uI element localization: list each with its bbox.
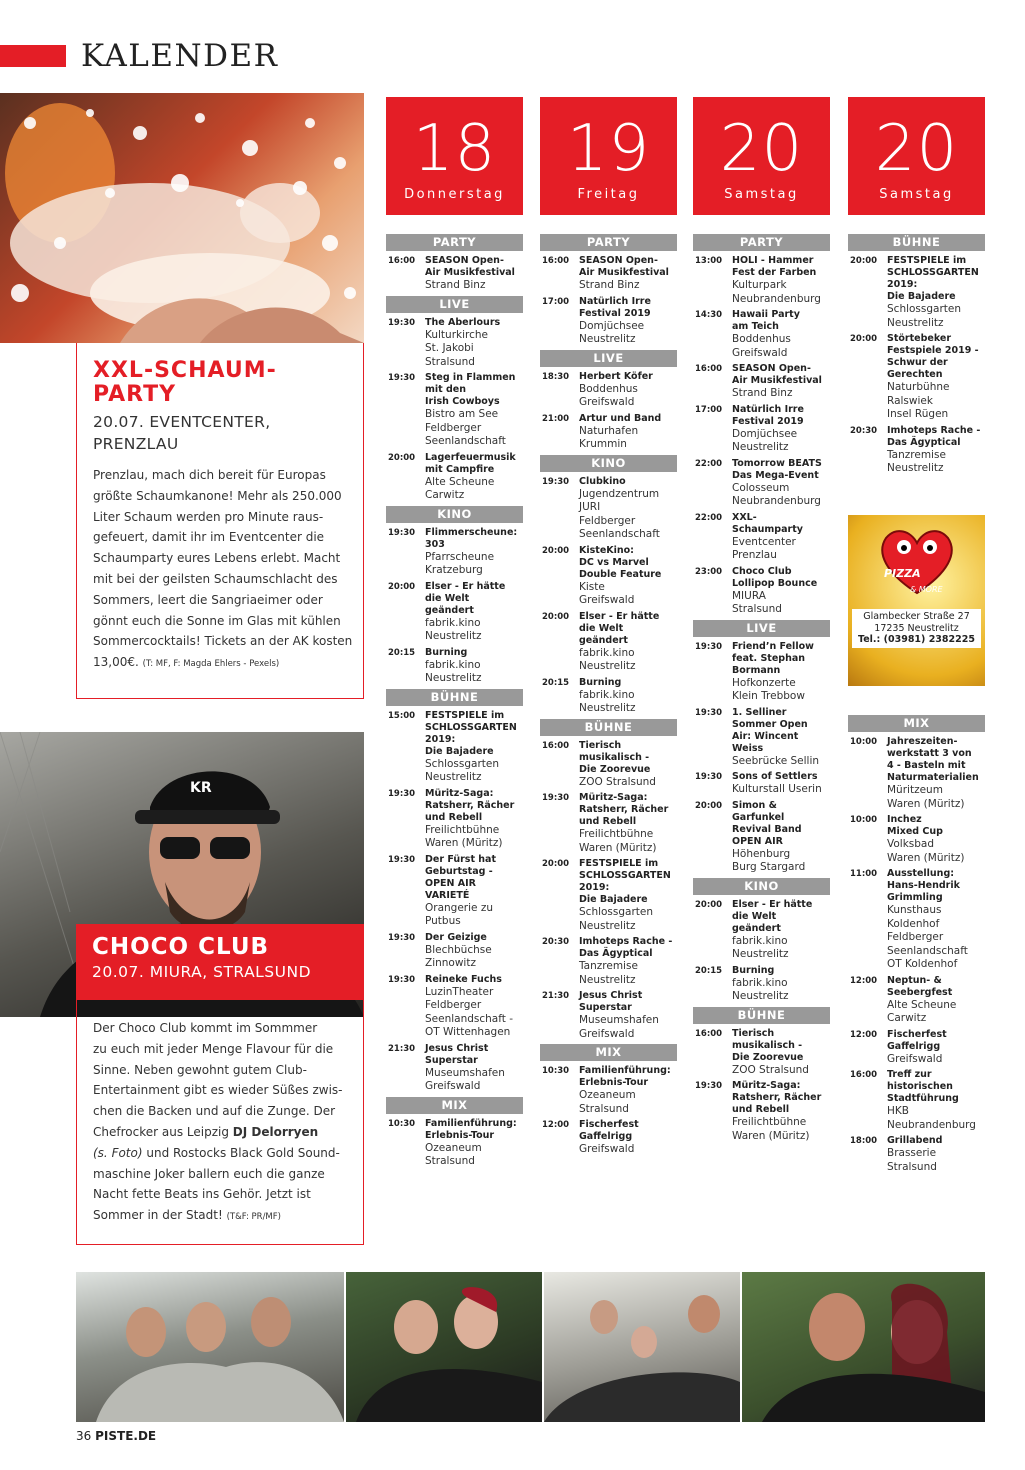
event-time: 20:00 xyxy=(388,581,416,592)
event-item xyxy=(848,1069,985,1132)
event-title: Hawaii Party am Teich xyxy=(732,309,800,332)
event-item xyxy=(386,1043,523,1094)
foam-party-photo xyxy=(0,93,364,343)
event-time: 20:15 xyxy=(695,965,723,976)
event-location: Freilichtbühne Waren (Müritz) xyxy=(732,1116,810,1142)
date-weekday: Donnerstag xyxy=(404,187,505,202)
event-title: Reineke Fuchs xyxy=(425,973,502,985)
feature-body-choco-club: Der Choco Club kommt im Sommmer zu euch mit jeder Menge Flavour für die Sinne. Neben gewohnt gutem Club- Entertainment gibt es wieder Süßes zwis- chen die Backen und auf die Zunge. Der Chefrocker aus Leipzig DJ Delorryen (s. Foto) und Rostocks Black Gold Sound- maschine Joker ballern euch die ganze Nacht fette Beats ins Gehör. Jetzt ist Sommer in der Stadt! (T&F: PR/MF) xyxy=(93,1021,343,1223)
event-time: 20:30 xyxy=(850,425,878,436)
event-location: Kunsthaus Koldenhof Feldberger Seenlandschaft OT Koldenhof xyxy=(887,904,968,970)
event-title: Jesus Christ Superstar xyxy=(579,990,643,1013)
event-time: 16:00 xyxy=(542,740,570,751)
event-time: 19:30 xyxy=(388,788,416,799)
feature-title-choco-club: CHOCO CLUB xyxy=(92,934,270,960)
event-time: 19:30 xyxy=(695,772,723,782)
event-location: fabrik.kino Neustrelitz xyxy=(732,934,789,960)
event-title: Störtebeker Festspiele 2019 - Schwur der Gerechten xyxy=(887,333,979,380)
event-title: Lagerfeuermusik mit Campfire xyxy=(425,451,516,475)
event-time: 20:00 xyxy=(542,545,570,556)
event-column xyxy=(693,234,830,1146)
photo-reference: (s. Foto) xyxy=(93,1145,143,1160)
event-item xyxy=(848,425,985,476)
event-location: fabrik.kino Neustrelitz xyxy=(579,688,636,714)
event-item xyxy=(386,527,523,578)
event-item xyxy=(693,899,830,962)
event-location: fabrik.kino Neustrelitz xyxy=(732,976,789,1002)
category-header: MIX xyxy=(540,1044,677,1061)
event-title: HOLI - Hammer Fest der Farben xyxy=(732,255,817,278)
event-item xyxy=(848,736,985,811)
date-box-2 xyxy=(693,97,830,215)
feature-subtitle-schaumparty-line2: PRENZLAU xyxy=(93,435,179,453)
event-location: fabrik.kino Neustrelitz xyxy=(425,658,482,684)
event-time: 19:30 xyxy=(388,527,416,538)
event-item xyxy=(848,1029,985,1067)
event-location: Jugendzentrum JURI Feldberger Seenlandschaft xyxy=(579,487,660,540)
category-header: KINO xyxy=(693,878,830,895)
event-title: FESTSPIELE im SCHLOSSGARTEN 2019: Die Bajadere xyxy=(579,858,671,905)
svg-text:KR: KR xyxy=(190,780,212,796)
event-item xyxy=(848,814,985,865)
feature-header-choco-club xyxy=(76,924,364,1000)
category-header: MIX xyxy=(386,1097,523,1114)
event-location: Alte Scheune Carwitz xyxy=(425,475,495,501)
event-item xyxy=(848,333,985,422)
feature-body-schaumparty: Prenzlau, mach dich bereit für Europas größte Schaumkanone! Mehr als 250.000 Liter Schaum werden pro Minute raus- gefeuert, damit ihr im Eventcenter die Schaumparty eures Lebens erlebt. Macht mit bei der geilsten Schaumschlacht des Sommers, leert die Sangriaeimer oder gönnt euch die Sonne im Glas mit kühlen Sommercocktails! Tickets an der AK kosten 13,00€. (T: MF, F: Magda Ehlers - Pexels) xyxy=(93,468,353,670)
event-location: Freilichtbühne Waren (Müritz) xyxy=(579,828,657,854)
event-column xyxy=(848,715,985,1177)
event-time: 21:30 xyxy=(388,1043,416,1054)
category-header: BÜHNE xyxy=(540,719,677,736)
event-item xyxy=(848,255,985,330)
event-location: Strand Binz xyxy=(425,279,486,291)
event-location: fabrik.kino Neustrelitz xyxy=(425,616,482,642)
category-header: PARTY xyxy=(540,234,677,251)
event-time: 19:30 xyxy=(388,317,416,328)
event-time: 11:00 xyxy=(850,869,878,879)
event-title: Treff zur historischen Stadtführung xyxy=(887,1069,959,1104)
event-title: Müritz-Saga: Ratsherr, Rächer und Rebell xyxy=(579,792,669,827)
event-time: 10:00 xyxy=(850,737,878,747)
event-time: 20:00 xyxy=(850,256,878,266)
event-item xyxy=(693,512,830,563)
category-header: BÜHNE xyxy=(386,689,523,706)
footer-site: PISTE.DE xyxy=(95,1429,157,1443)
event-title: SEASON Open- Air Musikfestival xyxy=(732,363,822,386)
event-item xyxy=(693,363,830,401)
event-location: Kulturpark Neubrandenburg xyxy=(732,279,821,305)
event-time: 16:00 xyxy=(542,256,570,266)
event-item xyxy=(693,1080,830,1143)
event-title: Tierisch musikalisch - Die Zoorevue xyxy=(732,1027,804,1063)
event-title: Artur und Band xyxy=(579,412,662,424)
event-location: Strand Binz xyxy=(579,279,640,291)
event-location: Museumshafen Greifswald xyxy=(579,1014,659,1040)
event-time: 19:30 xyxy=(695,1081,723,1091)
event-location: Boddenhus Greifswald xyxy=(579,382,638,408)
event-location: Alte Scheune Carwitz xyxy=(887,998,957,1024)
feature-title-schaumparty: XXL-SCHAUM- PARTY xyxy=(93,358,277,407)
pizza-tagline: & MORE xyxy=(910,585,943,594)
event-item xyxy=(693,965,830,1004)
date-box-0 xyxy=(386,97,523,215)
event-time: 18:00 xyxy=(850,1136,878,1146)
page-number: 36 xyxy=(76,1429,92,1443)
event-item xyxy=(540,476,677,542)
date-box-3 xyxy=(848,97,985,215)
event-time: 22:00 xyxy=(695,458,723,469)
event-title: SEASON Open- Air Musikfestival xyxy=(425,255,515,278)
event-location: MIURA Stralsund xyxy=(732,589,782,615)
event-item xyxy=(693,404,830,455)
category-header: LIVE xyxy=(693,620,830,637)
event-time: 18:30 xyxy=(542,371,570,382)
event-item xyxy=(386,1118,523,1169)
event-location: Greifswald xyxy=(579,1143,635,1155)
event-location: Schlossgarten Neustrelitz xyxy=(579,906,654,932)
event-photo-3 xyxy=(544,1272,740,1422)
event-time: 21:00 xyxy=(542,413,570,424)
event-item xyxy=(386,647,523,686)
event-item xyxy=(693,800,830,875)
event-photo-1 xyxy=(76,1272,344,1422)
event-title: Simon & Garfunkel Revival Band OPEN AIR xyxy=(732,799,802,847)
feature-subtitle-schaumparty-line1: 20.07. EVENTCENTER, xyxy=(93,413,271,431)
event-time: 13:00 xyxy=(695,256,723,266)
event-title: Elser - Er hätte die Welt geändert xyxy=(579,610,660,646)
event-title: Der Fürst hat Geburtstag - OPEN AIR VARIETÉ xyxy=(425,853,497,901)
event-location: Kiste Greifswald xyxy=(579,580,635,606)
event-item xyxy=(386,932,523,971)
event-time: 19:30 xyxy=(542,793,570,803)
event-title: Herbert Köfer xyxy=(579,370,653,382)
event-time: 10:00 xyxy=(850,815,878,825)
event-location: Ozeaneum Stralsund xyxy=(579,1089,636,1115)
event-title: Natürlich Irre Festival 2019 xyxy=(732,403,804,427)
pizza-advertisement xyxy=(848,515,985,686)
page-title: KALENDER xyxy=(81,38,279,74)
event-location: HKB Neubrandenburg xyxy=(887,1105,976,1131)
event-item xyxy=(540,413,677,452)
event-location: Schlossgarten Neustrelitz xyxy=(887,303,962,329)
event-title: Ausstellung: Hans-Hendrik Grimmling xyxy=(887,868,960,903)
event-location: Museumshafen Greifswald xyxy=(425,1066,505,1092)
event-title: Tomorrow BEATS Das Mega-Event xyxy=(732,457,822,481)
event-location: Greifswald xyxy=(887,1052,943,1065)
event-item xyxy=(848,868,985,972)
event-title: Flimmerscheune: 303 xyxy=(425,526,518,550)
event-item xyxy=(540,545,677,608)
event-location: Tanzremise Neustrelitz xyxy=(579,960,638,986)
event-item xyxy=(693,1028,830,1078)
event-time: 12:00 xyxy=(542,1120,570,1130)
event-column xyxy=(386,234,523,1172)
pizza-street: Glambecker Straße 27 xyxy=(863,611,970,622)
pizza-phone: Tel.: (03981) 2382225 xyxy=(858,634,975,645)
event-title: Burning xyxy=(732,964,775,976)
event-time: 16:00 xyxy=(388,256,416,266)
event-time: 19:30 xyxy=(542,476,570,487)
event-location: fabrik.kino Neustrelitz xyxy=(579,646,636,672)
event-time: 16:00 xyxy=(695,364,723,374)
event-time: 12:00 xyxy=(850,1029,878,1040)
event-location: Strand Binz xyxy=(732,387,793,399)
date-number: 19 xyxy=(566,112,651,186)
event-column xyxy=(540,234,677,1160)
event-location: Naturhafen Krummin xyxy=(579,424,639,450)
event-title: Sons of Settlers xyxy=(732,771,818,782)
event-time: 16:00 xyxy=(850,1070,878,1080)
event-title: 1. Selliner Sommer Open Air: Wincent Weiss xyxy=(732,706,808,754)
event-item xyxy=(540,990,677,1041)
event-item xyxy=(540,936,677,987)
category-header: LIVE xyxy=(540,350,677,367)
event-item xyxy=(693,771,830,797)
event-time: 20:00 xyxy=(388,452,416,463)
event-item xyxy=(386,317,523,370)
event-location: Domjüchsee Neustrelitz xyxy=(579,319,645,345)
event-item xyxy=(386,974,523,1040)
event-title: SEASON Open- Air Musikfestival xyxy=(579,255,669,278)
event-title: Burning xyxy=(425,646,468,658)
event-time: 22:00 xyxy=(695,512,723,523)
event-title: Imhoteps Rache - Das Ägyptical xyxy=(579,936,673,959)
event-title: Neptun- & Seebergfest xyxy=(887,974,953,998)
event-title: Der Geizige xyxy=(425,931,487,943)
date-number: 20 xyxy=(719,112,804,186)
event-location: Ozeaneum Stralsund xyxy=(425,1141,482,1167)
event-location: Colosseum Neubrandenburg xyxy=(732,481,821,507)
event-location: Brasserie Stralsund xyxy=(887,1147,937,1173)
event-location: Bistro am See Feldberger Seenlandschaft xyxy=(425,408,506,447)
category-header: LIVE xyxy=(386,296,523,313)
date-weekday: Samstag xyxy=(724,187,799,202)
event-item xyxy=(386,452,523,503)
pizza-city: 17235 Neustrelitz xyxy=(874,622,959,634)
event-item xyxy=(540,296,677,347)
event-title: XXL- Schaumparty xyxy=(732,511,803,535)
event-item xyxy=(540,611,677,674)
dj-name: DJ Delorryen xyxy=(232,1124,319,1139)
event-title: Fischerfest Gaffelrigg xyxy=(887,1028,947,1052)
category-header: BÜHNE xyxy=(693,1007,830,1024)
event-title: Jahreszeiten- werkstatt 3 von 4 - Basteln mit Naturmaterialien xyxy=(887,736,979,783)
event-location: Blechbüchse Zinnowitz xyxy=(425,943,492,969)
event-item xyxy=(848,975,985,1026)
event-time: 10:30 xyxy=(388,1118,416,1129)
event-location: Orangerie zu Putbus xyxy=(425,901,493,927)
event-item xyxy=(540,371,677,410)
event-title: Tierisch musikalisch - Die Zoorevue xyxy=(579,739,651,775)
event-time: 19:30 xyxy=(388,932,416,943)
event-time: 19:30 xyxy=(388,974,416,985)
event-location: Höhenburg Burg Stargard xyxy=(732,847,806,873)
event-title: Elser - Er hätte die Welt geändert xyxy=(732,898,813,934)
event-location: Tanzremise Neustrelitz xyxy=(887,448,946,474)
event-location: ZOO Stralsund xyxy=(732,1063,809,1076)
event-title: FESTSPIELE im SCHLOSSGARTEN 2019: Die Bajadere xyxy=(887,255,979,302)
pizza-address xyxy=(852,609,981,648)
event-location: Müritzeum Waren (Müritz) xyxy=(887,784,965,810)
event-time: 21:30 xyxy=(542,991,570,1001)
event-location: Kulturkirche St. Jakobi Stralsund xyxy=(425,328,488,368)
event-location: Hofkonzerte Klein Trebbow xyxy=(732,676,805,702)
date-number: 18 xyxy=(412,112,497,186)
event-item xyxy=(540,792,677,855)
event-title: Jesus Christ Superstar xyxy=(425,1042,489,1066)
event-item xyxy=(540,1119,677,1157)
event-title: Natürlich Irre Festival 2019 xyxy=(579,295,651,319)
event-item xyxy=(386,255,523,293)
pizza-brand: PIZZA xyxy=(884,567,921,580)
event-time: 19:30 xyxy=(695,641,723,652)
event-title: Clubkino xyxy=(579,475,626,487)
event-location: Seebrücke Sellin xyxy=(732,754,820,767)
event-item xyxy=(693,566,830,617)
category-header: BÜHNE xyxy=(848,234,985,251)
event-column xyxy=(848,234,985,479)
event-item xyxy=(693,707,830,769)
event-time: 20:15 xyxy=(388,647,416,658)
event-item xyxy=(386,710,523,785)
event-item xyxy=(693,255,830,306)
date-box-1 xyxy=(540,97,677,215)
event-time: 16:00 xyxy=(695,1028,723,1039)
event-title: Müritz-Saga: Ratsherr, Rächer und Rebell xyxy=(425,787,515,823)
event-time: 19:30 xyxy=(388,373,416,383)
event-title: FESTSPIELE im SCHLOSSGARTEN 2019: Die Bajadere xyxy=(425,709,517,757)
date-weekday: Samstag xyxy=(879,187,954,202)
event-time: 15:00 xyxy=(388,710,416,721)
event-item xyxy=(540,858,677,933)
event-title: Fischerfest Gaffelrigg xyxy=(579,1119,639,1142)
event-item xyxy=(848,1135,985,1174)
event-time: 14:30 xyxy=(695,310,723,320)
event-title: Imhoteps Rache - Das Ägyptical xyxy=(887,424,981,448)
event-time: 20:00 xyxy=(695,899,723,910)
event-time: 23:00 xyxy=(695,566,723,577)
event-item xyxy=(386,372,523,449)
event-title: Steg in Flammen mit den Irish Cowboys xyxy=(425,372,516,407)
event-title: Müritz-Saga: Ratsherr, Rächer und Rebell xyxy=(732,1080,822,1115)
event-photo-4 xyxy=(742,1272,985,1422)
event-item xyxy=(540,1065,677,1116)
event-title: KisteKino: DC vs Marvel Double Feature xyxy=(579,544,662,580)
event-time: 20:00 xyxy=(850,334,878,344)
event-title: Friend’n Fellow feat. Stephan Bormann xyxy=(732,640,814,676)
category-header: KINO xyxy=(540,455,677,472)
event-time: 17:00 xyxy=(542,296,570,307)
event-location: Eventcenter Prenzlau xyxy=(732,535,796,561)
event-photo-2 xyxy=(346,1272,542,1422)
event-item xyxy=(540,677,677,716)
event-location: Kulturstall Userin xyxy=(732,783,822,795)
event-location: Freilichtbühne Waren (Müritz) xyxy=(425,823,503,849)
event-time: 19:30 xyxy=(695,707,723,718)
category-header: PARTY xyxy=(693,234,830,251)
category-header: PARTY xyxy=(386,234,523,251)
category-header: MIX xyxy=(848,715,985,732)
event-time: 20:00 xyxy=(542,859,570,869)
event-title: Grillabend xyxy=(887,1135,943,1146)
event-title: Familienführung: Erlebnis-Tour xyxy=(579,1065,671,1088)
feature-credit-schaumparty: (T: MF, F: Magda Ehlers - Pexels) xyxy=(142,659,280,670)
event-item xyxy=(540,740,677,790)
event-time: 10:30 xyxy=(542,1066,570,1076)
date-number: 20 xyxy=(874,112,959,186)
event-title: Elser - Er hätte die Welt geändert xyxy=(425,580,506,616)
event-location: Boddenhus Greifswald xyxy=(732,333,791,359)
event-title: The Aberlours xyxy=(425,316,501,328)
header-accent-bar xyxy=(0,45,66,67)
event-item xyxy=(386,854,523,929)
event-title: Burning xyxy=(579,676,622,688)
event-location: Naturbühne Ralswiek Insel Rügen xyxy=(887,381,950,420)
event-location: Volksbad Waren (Müritz) xyxy=(887,838,965,864)
event-item xyxy=(386,581,523,644)
event-time: 17:00 xyxy=(695,404,723,415)
event-title: Inchez Mixed Cup xyxy=(887,814,943,837)
event-time: 20:00 xyxy=(695,800,723,811)
event-location: LuzinTheater Feldberger Seenlandschaft - OT Wittenhagen xyxy=(425,985,513,1038)
event-time: 20:00 xyxy=(542,611,570,622)
event-time: 20:30 xyxy=(542,937,570,947)
event-item xyxy=(693,309,830,360)
event-item xyxy=(693,458,830,509)
event-title: Familienführung: Erlebnis-Tour xyxy=(425,1117,517,1141)
event-item xyxy=(693,641,830,704)
event-location: Pfarrscheune Kratzeburg xyxy=(425,550,495,576)
event-item xyxy=(540,255,677,293)
date-weekday: Freitag xyxy=(577,187,640,202)
footer xyxy=(76,1428,156,1444)
event-time: 20:15 xyxy=(542,677,570,688)
event-time: 12:00 xyxy=(850,975,878,986)
event-location: Schlossgarten Neustrelitz xyxy=(425,757,500,783)
feature-credit-choco-club: (T&F: PR/MF) xyxy=(226,1212,281,1223)
event-title: Choco Club Lollipop Bounce xyxy=(732,565,818,589)
event-time: 19:30 xyxy=(388,854,416,865)
category-header: KINO xyxy=(386,506,523,523)
feature-subtitle-choco-club: 20.07. MIURA, STRALSUND xyxy=(92,963,312,981)
event-item xyxy=(386,788,523,851)
event-location: ZOO Stralsund xyxy=(579,775,656,788)
event-location: Domjüchsee Neustrelitz xyxy=(732,427,798,453)
